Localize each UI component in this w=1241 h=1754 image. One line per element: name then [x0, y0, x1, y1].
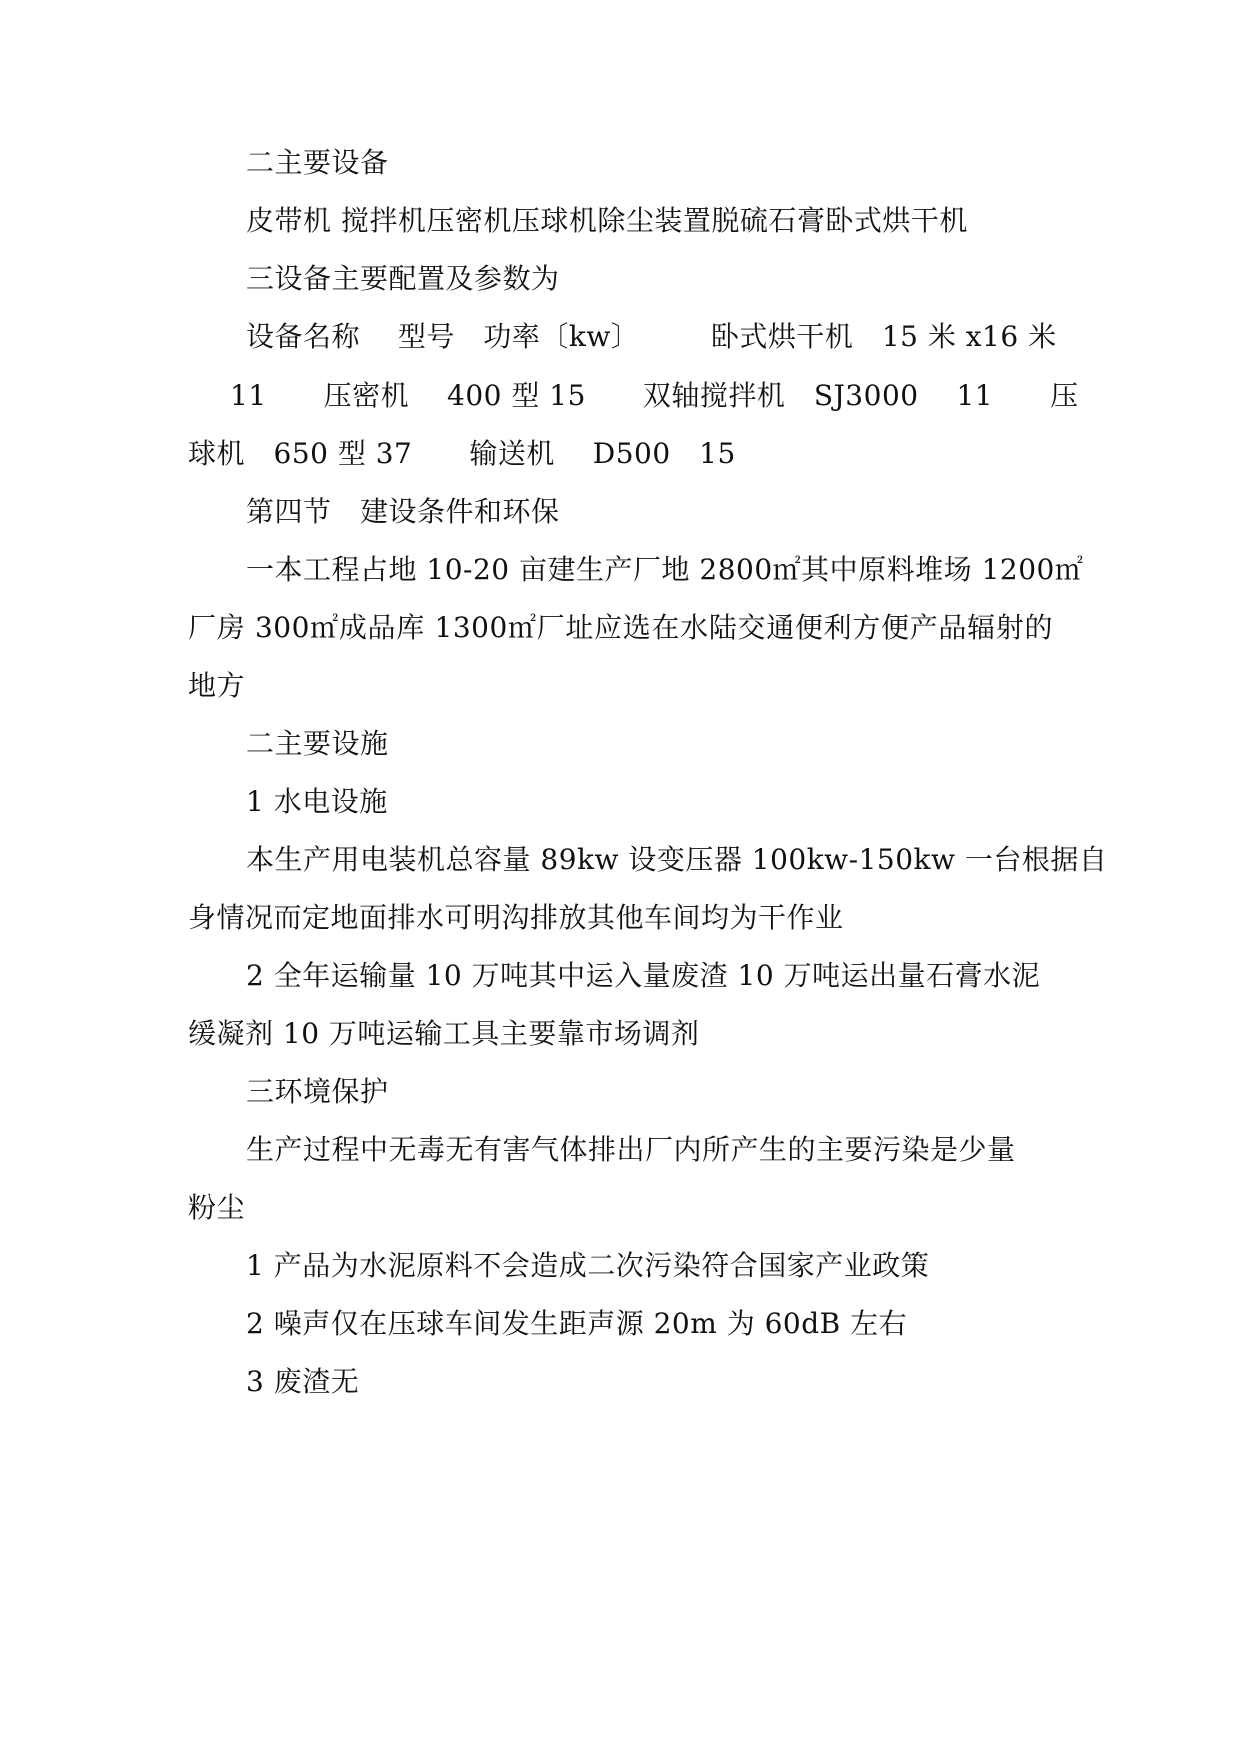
paragraph-pollution-line-1: 生产过程中无毒无有害气体排出厂内所产生的主要污染是少量 — [246, 1133, 1016, 1166]
paragraph-power-line-2: 身情况而定地面排水可明沟排放其他车间均为干作业 — [188, 901, 844, 934]
list-item-product: 1 产品为水泥原料不会造成二次污染符合国家产业政策 — [246, 1249, 930, 1282]
paragraph-power-line-1: 本生产用电装机总容量 89kw 设变压器 100kw-150kw 一台根据自 — [246, 843, 1108, 876]
equipment-params-line-3: 球机 650 型 37 输送机 D500 15 — [188, 437, 736, 470]
section-heading-fourth: 第四节 建设条件和环保 — [246, 495, 560, 528]
section-heading-main-equipment: 二主要设备 — [246, 146, 389, 179]
section-heading-environment: 三环境保护 — [246, 1075, 389, 1108]
paragraph-land-use-line-2: 厂房 300㎡成品库 1300㎡厂址应选在水陆交通便利方便产品辐射的 — [188, 611, 1053, 644]
list-item-noise: 2 噪声仅在压球车间发生距声源 20m 为 60dB 左右 — [246, 1307, 908, 1340]
section-heading-main-facilities: 二主要设施 — [246, 727, 389, 760]
paragraph-land-use-line-1: 一本工程占地 10-20 亩建生产厂地 2800㎡其中原料堆场 1200㎡ — [246, 553, 1084, 586]
paragraph-transport-line-2: 缓凝剂 10 万吨运输工具主要靠市场调剂 — [188, 1017, 700, 1050]
list-item-waste: 3 废渣无 — [246, 1365, 360, 1398]
section-heading-equipment-config: 三设备主要配置及参数为 — [246, 262, 560, 295]
subheading-utilities: 1 水电设施 — [246, 785, 388, 818]
paragraph-land-use-line-3: 地方 — [188, 669, 246, 702]
equipment-params-line-2: 11 压密机 400 型 15 双轴搅拌机 SJ3000 11 压 — [230, 379, 1079, 412]
paragraph-pollution-line-2: 粉尘 — [188, 1191, 246, 1224]
equipment-params-line-1: 设备名称 型号 功率〔kw〕 卧式烘干机 15 米 x16 米 — [246, 320, 1057, 353]
paragraph-transport-line-1: 2 全年运输量 10 万吨其中运入量废渣 10 万吨运出量石膏水泥 — [246, 959, 1041, 992]
equipment-list: 皮带机 搅拌机压密机压球机除尘装置脱硫石膏卧式烘干机 — [246, 204, 968, 237]
